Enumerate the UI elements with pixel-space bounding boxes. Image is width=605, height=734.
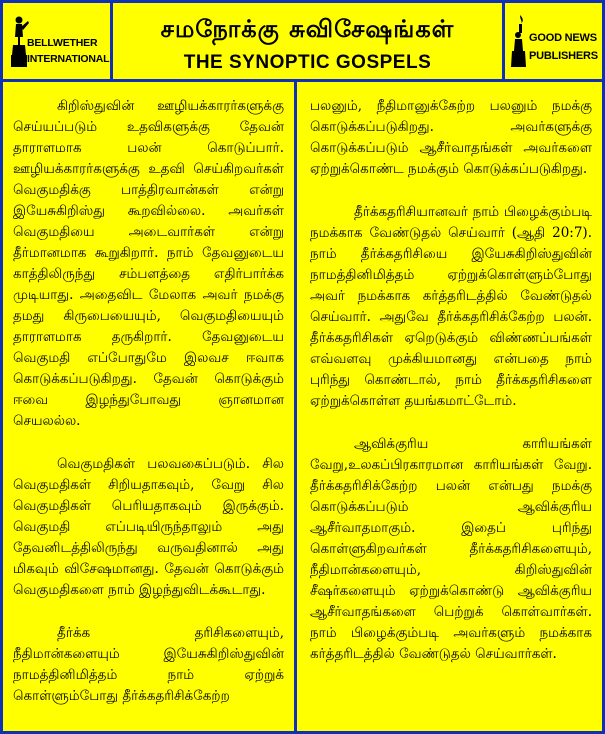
good-news-logo-line2: PUBLISHERS [529,50,598,62]
right-paragraph-3: ஆவிக்குரிய காரியங்கள் வேறு,உலகப்பிரகாரமான காரியங்கள் வேறு. தீர்க்கதரிசிக்கேற்ற பலன் என்பது நமக்கு கொடுக்கப்படும் ஆவிக்குரிய ஆசீர்வாதமாகும். இதைப் புரிந்து கொள்ளுகிறவர்கள் தீர்க்கதரிசிகளையும், நீதிமான்களையும், கிறிஸ்துவின் சீஷர்களையும் ஏற்றுக்கொண்டு ஆவிக்குரிய ஆசீர்வாதங்களை பெற்றுக் கொள்வார்கள். நாம் பிழைக்கும்படி அவர்களும் நமக்காக கர்த்தரிடத்தில் வேண்டுதல் செய்வார்கள். [310,436,592,662]
page-title-english: THE SYNOPTIC GOSPELS [183,52,432,73]
bellwether-logo-line2: INTERNATIONAL [27,53,110,65]
right-paragraph-1: பலனும், நீதிமானுக்கேற்ற பலனும் நமக்கு கொடுக்கப்படுகிறது. அவர்களுக்கு கொடுக்கப்படும் ஆசீர்வாதங்கள் அவர்களை ஏற்றுக்கொண்ட நமக்கும் கொடுக்கப்படுகிறது. [310,98,592,177]
title-area [113,3,502,79]
page-title-tamil: சமநோக்கு சுவிசேஷங்கள் [160,15,455,43]
header [3,3,602,82]
bellwether-logo [3,3,113,79]
bellwether-logo-line1: BELLWETHER [27,37,98,49]
left-column [3,82,297,731]
left-paragraph-3: தீர்க்க தரிசிகளையும், நீதிமான்களையும் இயேசுகிறிஸ்துவின் நாமத்தினிமித்தம் நாம் ஏற்றுக் கொள்ளும்போது தீர்க்கதரிசிக்கேற்ற [13,625,284,704]
good-news-logo-line1: GOOD NEWS [529,32,597,44]
right-column [300,82,602,731]
good-news-logo [502,3,602,79]
bellwether-logo-text [27,35,109,67]
left-paragraph-1: கிறிஸ்துவின் ஊழியக்காரர்களுக்கு செய்யப்படும் உதவிகளுக்கு தேவன் தாராளமாக பலன் கொடுப்பார். ஊழியக்காரர்களுக்கு உதவி செய்கிறவர்கள் வெகுமதிக்கு பாத்திரவான்கள் என்று இயேசுகிறிஸ்து கூறவில்லை. அவர்கள் வெகுமதியை அடைவார்கள் என்று தீர்மானமாக கூறுகிறார். நாம் தேவனுடைய காத்திலிருந்து சம்பளத்தை எதிர்பார்க்க முடியாது. அதைவிட மேலாக அவர் நமக்கு தமது கிருபையையும், வெகுமதியையும் தாராளமாக தருகிறார். தேவனுடைய வெகுமதி எப்போதுமே இலவச ஈவாக கொடுக்கப்படுகிறது. தேவன் கொடுக்கும் ஈவை இழந்துபோவது ஞானமான செயலல்ல. [13,98,284,429]
good-news-logo-text [529,29,598,65]
right-paragraph-2: தீர்க்கதரிசியானவர் நாம் பிழைக்கும்படி நமக்காக வேண்டுதல் செய்வார் (ஆதி 20:7). நாம் தீர்க்கதரிசியை இயேசுகிறிஸ்துவின் நாமத்தினிமித்தம் ஏற்றுக்கொள்ளும்போது அவர் நமக்காக கர்த்தரிடத்தில் வேண்டுதல் செய்வார். அதுவே தீர்க்கதரிசிக்கேற்ற பலன். தீர்க்கதரிசிகள் ஏறெடுக்கும் விண்ணப்பங்கள் எவ்வளவு முக்கியமானது என்பதை நாம் புரிந்து கொண்டால், நாம் தீர்க்கதரிசிகளை ஏற்றுக்கொள்ள தயங்கமாட்டோம். [310,204,592,409]
left-paragraph-2: வெகுமதிகள் பலவகைப்படும். சில வெகுமதிகள் சிறியதாகவும், வேறு சில வெகுமதிகள் பெரியதாகவும் இருக்கும். வெகுமதி எப்படியிருந்தாலும் அது தேவனிடத்திலிருந்து வருவதினால் அது மிகவும் விசேஷமானது. தேவன் கொடுக்கும் வெகுமதிகளை நாம் இழந்துவிடக்கூடாது. [13,456,284,598]
